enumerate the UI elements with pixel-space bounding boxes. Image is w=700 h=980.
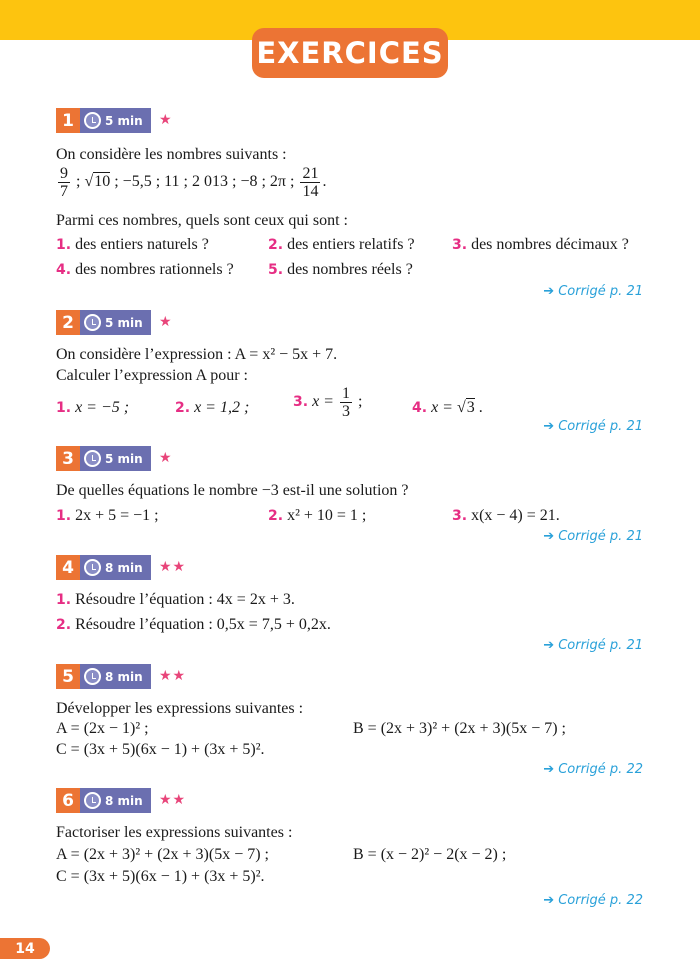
exercise-1-numbers: $\frac{9}{7}$ ; √10 ; −5,5 ; 11 ; 2 013 ; −8 ; 2π ; $\frac{21}{14}$ . bbox=[60, 165, 327, 200]
exercise-1-question: Parmi ces nombres, quels sont ceux qui sont : bbox=[56, 212, 348, 229]
page-number: 14 bbox=[0, 938, 50, 959]
question-item: 1. 2x + 5 = −1 ; bbox=[56, 507, 159, 524]
clock-icon bbox=[84, 314, 101, 331]
difficulty-star-icon: ★★ bbox=[159, 793, 187, 808]
expression: B = (x − 2)² − 2(x − 2) ; bbox=[353, 846, 507, 863]
difficulty-star-icon: ★★ bbox=[159, 669, 187, 684]
duration-label: 5 min bbox=[105, 451, 143, 466]
difficulty-star-icon: ★ bbox=[159, 113, 173, 128]
expression: C = (3x + 5)(6x − 1) + (3x + 5)². bbox=[56, 868, 265, 885]
fraction-9-7: $\frac{9}{7}$ bbox=[60, 165, 68, 200]
page-title: EXERCICES bbox=[252, 28, 448, 78]
duration-label: 5 min bbox=[105, 315, 143, 330]
exercise-number: 1 bbox=[56, 108, 80, 133]
question-item: 2. des entiers relatifs ? bbox=[268, 236, 415, 253]
clock-icon bbox=[84, 668, 101, 685]
exercise-6-intro: Factoriser les expressions suivantes : bbox=[56, 824, 293, 841]
expression: C = (3x + 5)(6x − 1) + (3x + 5)². bbox=[56, 741, 265, 758]
duration-badge bbox=[80, 788, 151, 813]
exercise-number: 3 bbox=[56, 446, 80, 471]
question-item: 4. x = √3 . bbox=[412, 399, 483, 416]
expression: A = (2x + 3)² + (2x + 3)(5x − 7) ; bbox=[56, 846, 269, 863]
duration-badge bbox=[80, 555, 151, 580]
exercise-1-intro: On considère les nombres suivants : bbox=[56, 146, 287, 163]
difficulty-star-icon: ★★ bbox=[159, 560, 187, 575]
exercise-4-header bbox=[56, 555, 186, 580]
exercise-2-header bbox=[56, 310, 173, 335]
corrige-link[interactable]: ➔ Corrigé p. 21 bbox=[543, 638, 643, 653]
exercise-3-intro: De quelles équations le nombre −3 est-il une solution ? bbox=[56, 482, 409, 499]
clock-icon bbox=[84, 559, 101, 576]
duration-label: 8 min bbox=[105, 560, 143, 575]
duration-label: 8 min bbox=[105, 793, 143, 808]
duration-badge bbox=[80, 664, 151, 689]
question-item: 3. x = $\frac{1}{3}$ ; bbox=[293, 385, 363, 420]
question-item: 4. des nombres rationnels ? bbox=[56, 261, 234, 278]
clock-icon bbox=[84, 792, 101, 809]
exercise-2-intro: On considère l’expression : A = x² − 5x + 7. bbox=[56, 346, 338, 363]
exercise-6-header bbox=[56, 788, 186, 813]
question-item: 2. x = 1,2 ; bbox=[175, 399, 250, 416]
question-item: 3. x(x − 4) = 21. bbox=[452, 507, 560, 524]
question-item: 2. Résoudre l’équation : 0,5x = 7,5 + 0,2x. bbox=[56, 616, 331, 633]
exercise-number: 4 bbox=[56, 555, 80, 580]
corrige-link[interactable]: ➔ Corrigé p. 21 bbox=[543, 529, 643, 544]
difficulty-star-icon: ★ bbox=[159, 451, 173, 466]
clock-icon bbox=[84, 112, 101, 129]
difficulty-star-icon: ★ bbox=[159, 315, 173, 330]
corrige-link[interactable]: ➔ Corrigé p. 22 bbox=[543, 893, 643, 908]
corrige-link[interactable]: ➔ Corrigé p. 21 bbox=[543, 419, 643, 434]
fraction-21-14: $\frac{21}{14}$ bbox=[302, 165, 319, 200]
duration-badge bbox=[80, 310, 151, 335]
exercise-number: 6 bbox=[56, 788, 80, 813]
exercise-3-header bbox=[56, 446, 173, 471]
exercise-number: 2 bbox=[56, 310, 80, 335]
question-item: 3. des nombres décimaux ? bbox=[452, 236, 629, 253]
exercise-2-question: Calculer l’expression A pour : bbox=[56, 367, 248, 384]
question-item: 2. x² + 10 = 1 ; bbox=[268, 507, 367, 524]
question-item: 5. des nombres réels ? bbox=[268, 261, 413, 278]
question-item: 1. des entiers naturels ? bbox=[56, 236, 209, 253]
exercise-number: 5 bbox=[56, 664, 80, 689]
duration-badge bbox=[80, 108, 151, 133]
exercise-5-header bbox=[56, 664, 186, 689]
question-item: 1. x = −5 ; bbox=[56, 399, 130, 416]
duration-label: 5 min bbox=[105, 113, 143, 128]
corrige-link[interactable]: ➔ Corrigé p. 21 bbox=[543, 284, 643, 299]
clock-icon bbox=[84, 450, 101, 467]
expression: A = (2x − 1)² ; bbox=[56, 720, 149, 737]
corrige-link[interactable]: ➔ Corrigé p. 22 bbox=[543, 762, 643, 777]
exercise-5-intro: Développer les expressions suivantes : bbox=[56, 700, 304, 717]
duration-label: 8 min bbox=[105, 669, 143, 684]
duration-badge bbox=[80, 446, 151, 471]
exercise-1-header bbox=[56, 108, 173, 133]
question-item: 1. Résoudre l’équation : 4x = 2x + 3. bbox=[56, 591, 295, 608]
expression: B = (2x + 3)² + (2x + 3)(5x − 7) ; bbox=[353, 720, 566, 737]
